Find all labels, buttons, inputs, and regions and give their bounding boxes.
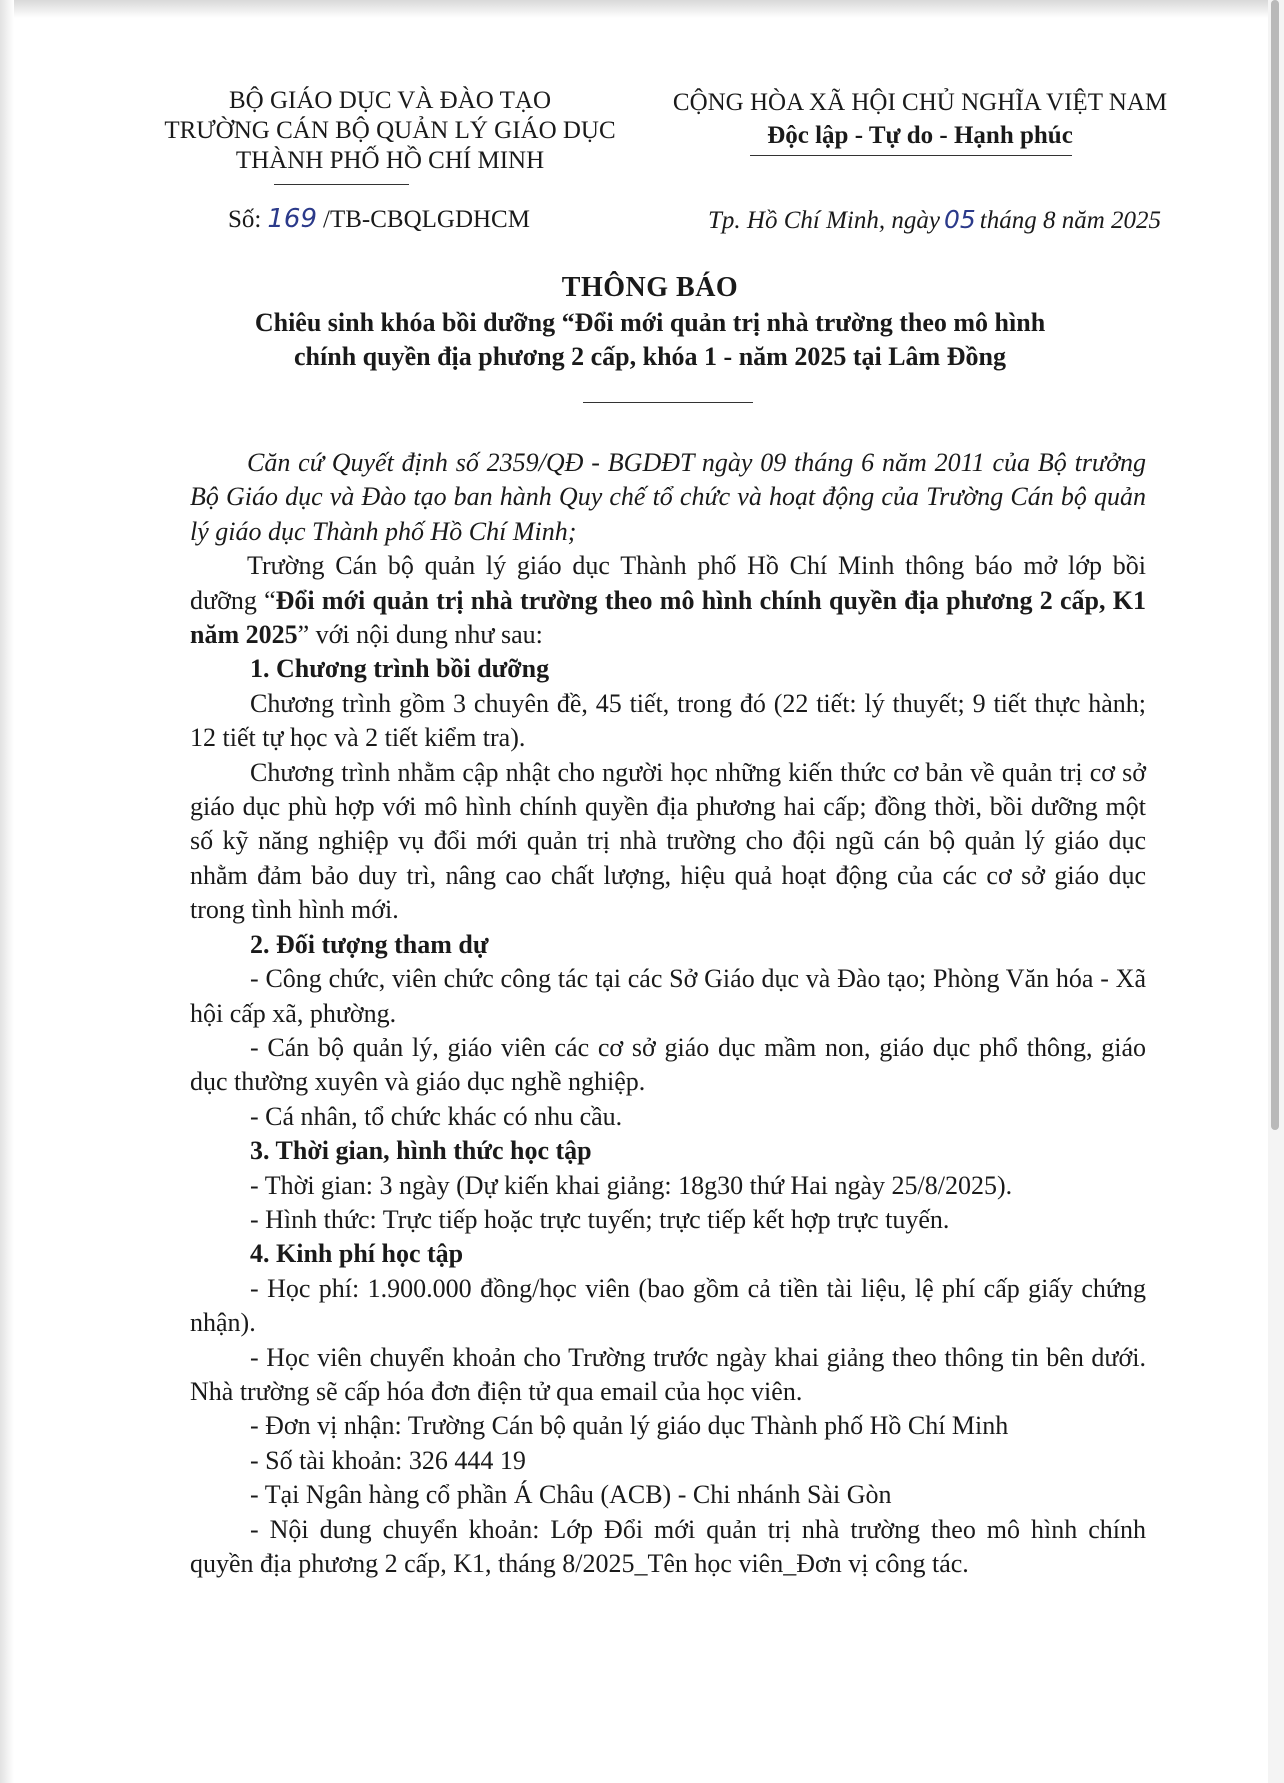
section-4-item: - Tại Ngân hàng cổ phần Á Châu (ACB) - Chi nhánh Sài Gòn <box>250 1480 892 1510</box>
section-1-paragraph-1: Chương trình gồm 3 chuyên đề, 45 tiết, trong đó (22 tiết: lý thuyết; 9 tiết thực hành; 12 tiết tự học và 2 tiết kiểm tra). <box>190 688 1146 753</box>
issuer-underline <box>274 184 409 185</box>
section-3-item: - Thời gian: 3 ngày (Dự kiến khai giảng: 18g30 thứ Hai ngày 25/8/2025). <box>250 1170 1013 1200</box>
section-2-item: - Công chức, viên chức công tác tại các Sở Giáo dục và Đào tạo; Phòng Văn hóa - Xã hội cấp xã, phường. <box>190 964 1146 1028</box>
page-left-shadow <box>0 0 14 1783</box>
section-3-heading: 3. Thời gian, hình thức học tập <box>250 1136 592 1166</box>
motto-underline <box>750 155 1072 156</box>
preamble: Căn cứ Quyết định số 2359/QĐ - BGDĐT ngày 09 tháng 6 năm 2011 của Bộ trưởng Bộ Giáo dục và Đào tạo ban hành Quy chế tổ chức và hoạt động của Trường Cán bộ quản lý giáo dục Thành phố Hồ Chí Minh; <box>190 448 1146 546</box>
number-suffix: /TB-CBQLGDHCM <box>323 206 530 233</box>
date-prefix: Tp. Hồ Chí Minh, ngày <box>708 207 940 234</box>
number-prefix: Số: <box>228 206 262 233</box>
scrollbar-thumb[interactable] <box>1271 0 1279 1130</box>
city-name: THÀNH PHỐ HỒ CHÍ MINH <box>235 147 545 174</box>
intro-paragraph <box>190 549 1146 652</box>
section-1-heading: 1. Chương trình bồi dưỡng <box>250 654 550 684</box>
national-header <box>640 86 1200 152</box>
document-subtitle <box>190 306 1110 374</box>
country-name: CỘNG HÒA XÃ HỘI CHỦ NGHĨA VIỆT NAM <box>672 89 1168 116</box>
school-name: TRƯỜNG CÁN BỘ QUẢN LÝ GIÁO DỤC <box>164 117 616 144</box>
section-4-item: - Nội dung chuyển khoản: Lớp Đổi mới quản trị nhà trường theo mô hình chính quyền địa phương 2 cấp, K1, tháng 8/2025_Tên học viên_Đơn vị công tác. <box>190 1514 1146 1578</box>
handwritten-number: 169 <box>267 204 317 234</box>
subtitle-line-2: chính quyền địa phương 2 cấp, khóa 1 - năm 2025 tại Lâm Đồng <box>294 342 1006 371</box>
section-4-item: - Số tài khoản: 326 444 19 <box>250 1445 526 1475</box>
section-4-heading: 4. Kinh phí học tập <box>250 1239 464 1269</box>
document-date <box>708 205 1161 235</box>
section-4-item: - Học viên chuyển khoản cho Trường trước ngày khai giảng theo thông tin bên dưới. Nhà trường sẽ cấp hóa đơn điện tử qua email của học viên. <box>190 1342 1146 1406</box>
date-suffix: tháng 8 năm 2025 <box>979 207 1162 234</box>
section-4-item: - Đơn vị nhận: Trường Cán bộ quản lý giáo dục Thành phố Hồ Chí Minh <box>250 1411 1009 1441</box>
intro-text: Trường Cán bộ quản lý giáo dục Thành phố Hồ Chí Minh thông báo mở lớp bồi dưỡng “ <box>190 551 1146 615</box>
document-title: THÔNG BÁO <box>561 272 739 303</box>
course-name: Đổi mới quản trị nhà trường theo mô hình chính quyền địa phương 2 cấp, K1 năm 2025 <box>190 585 1146 650</box>
page-edge-shadow <box>0 0 1284 18</box>
section-2-item: - Cá nhân, tổ chức khác có nhu cầu. <box>250 1101 623 1131</box>
section-2-item: - Cán bộ quản lý, giáo viên các cơ sở giáo dục mầm non, giáo dục phổ thông, giáo dục thường xuyên và giáo dục nghề nghiệp. <box>190 1032 1146 1097</box>
section-2-heading: 2. Đối tượng tham dự <box>250 929 489 959</box>
intro-tail: ” với nội dung như sau: <box>297 620 543 650</box>
document-body <box>190 446 1146 1581</box>
title-underline <box>583 402 753 403</box>
section-1-paragraph-2: Chương trình nhằm cập nhật cho người học những kiến thức cơ bản về quản trị cơ sở giáo dục phù hợp với mô hình chính quyền địa phương hai cấp; đồng thời, bồi dưỡng một số kỹ năng nghiệp vụ đổi mới quản trị nhà trường cho đội ngũ cán bộ quản lý giáo dục nhằm đảm bảo duy trì, nâng cao chất lượng, hiệu quả hoạt động của các cơ sở giáo dục trong tình hình mới. <box>190 757 1146 925</box>
section-3-item: - Hình thức: Trực tiếp hoặc trực tuyến; trực tiếp kết hợp trực tuyến. <box>250 1204 950 1234</box>
issuer-block <box>145 86 635 176</box>
document-number <box>228 204 530 234</box>
handwritten-day: 05 <box>943 205 976 234</box>
national-motto: Độc lập - Tự do - Hạnh phúc <box>767 122 1073 149</box>
ministry-name: BỘ GIÁO DỤC VÀ ĐÀO TẠO <box>229 87 551 114</box>
section-4-item: - Học phí: 1.900.000 đồng/học viên (bao gồm cả tiền tài liệu, lệ phí cấp giấy chứng nhận). <box>190 1273 1146 1338</box>
subtitle-line-1: Chiêu sinh khóa bồi dưỡng “Đổi mới quản trị nhà trường theo mô hình <box>254 308 1046 337</box>
